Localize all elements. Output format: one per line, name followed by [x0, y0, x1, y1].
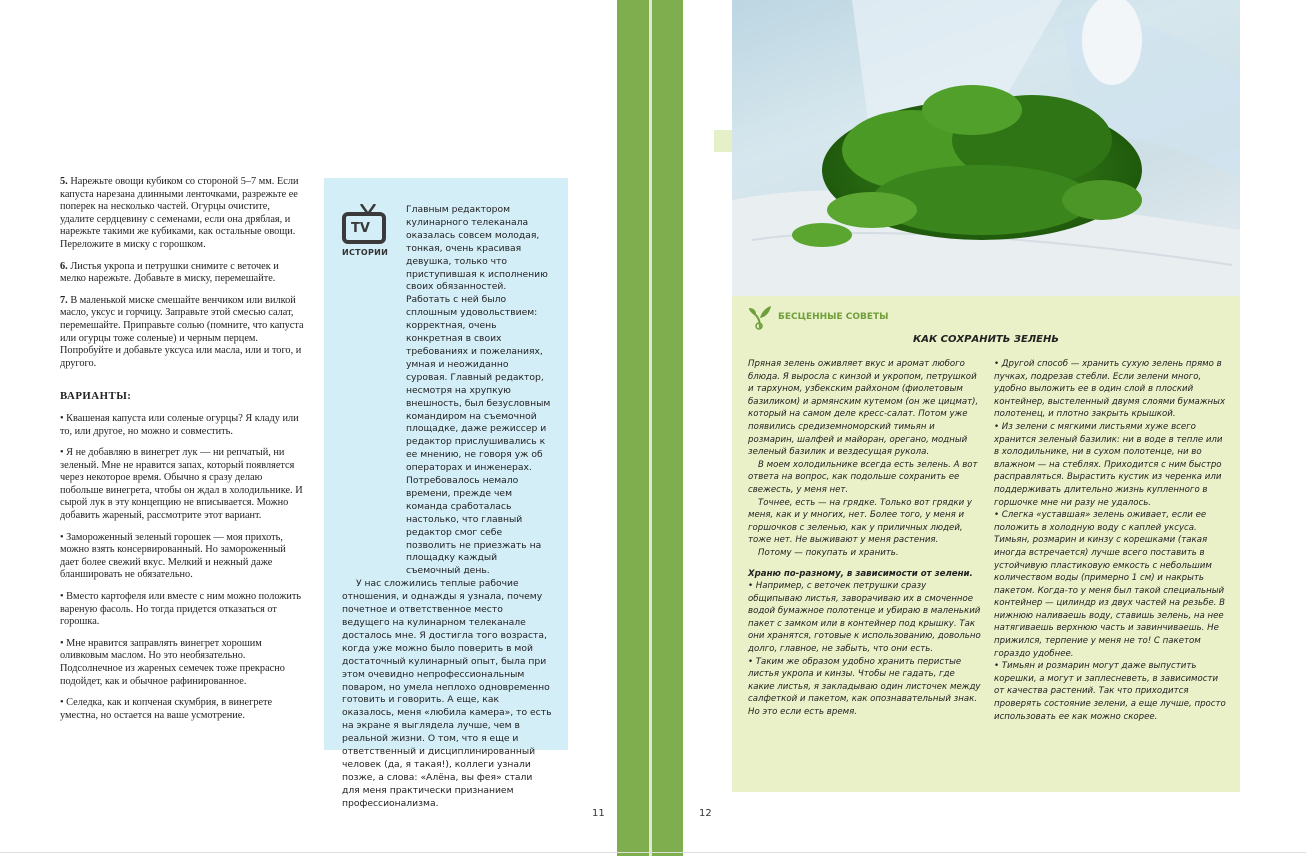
tips-bullet: • Тимьян и розмарин могут даже выпустить корешки, а могут и заплесневеть, в зависимости от качества растений. Так что приходится проверять состояние зелени, а еще лучше, просто использовать ее как можно скорее.	[994, 661, 1226, 722]
tips-box	[732, 296, 1240, 792]
page-bottom-edge	[0, 852, 1306, 853]
tips-title: КАК СОХРАНИТЬ ЗЕЛЕНЬ	[913, 334, 1059, 345]
spine-stripe-left	[617, 0, 649, 856]
tips-bullet: • Слегка «уставшая» зелень оживает, если ее положить в холодную воду с каплей уксуса. Тимьян, розмарин и кинзу с корешками (такая иногда встречается) лучше всего поставить в устойчивую пластиковую емкость с небольшим количеством воды (примерно 1 см) и накрыть пакетом. Когда-то у меня был такой специальный контейнер — цилиндр из двух частей на резьбе. В нижнюю наливаешь воду, ставишь зелень, на нее натягиваешь верхнюю часть и завинчиваешь. Не прижился, терпение у меня не то! С пакетом гораздо удобнее.	[994, 510, 1226, 659]
tv-paragraph: Главным редактором кулинарного телеканала оказалась совсем молодая, тонкая, очень красивая девушка, только что приступившая к исполнению своих обязанностей. Работать с ней было сплошным удовольствием: корректная, очень конкретная в своих требованиях и пожеланиях, умная и неожиданно суровая. Главный редактор, несмотря на хрупкую внешность, был безусловным командиром на съемочной площадке, даже режиссер и редактор прислушивались к ее мнению, не говоря уж об операторах и инженерах. Потребовалось немало времени, прежде чем команда сработалась настолько, что главный редактор смог себе позволить не приезжать на площадку каждый съемочный день.	[406, 204, 551, 577]
variant-item: • Мне нравится заправлять винегрет хорошим оливковым маслом. Но это необязательно. Подсолнечное из жареных семечек тоже прекрасно подойдет, как и обычное рафинированное.	[60, 637, 285, 687]
tips-bullet: • Другой способ — хранить сухую зелень прямо в пучках, подрезав стебли. Если зелени много, удобно выложить ее в один слой в плоский контейнер, выстеленный двумя слоями бумажных полотенец, и плотно закрыть крышкой.	[994, 359, 1226, 420]
tips-bullet: • Таким же образом удобно хранить перистые листья укропа и кинзы. Чтобы не гадать, где какие листья, я закладываю один листочек между салфеткой и пакетом, как опознавательный знак. Но это если есть время.	[748, 656, 981, 718]
step-5: 5. Нарежьте овощи кубиком со стороной 5–7 мм. Если капуста нарезана длинными ленточками, разрежьте ее поперек на несколько частей. Огурцы очистите, удалите сердцевину с семенами, если она дряблая, и нарежьте такими же кубиками, как остальные овощи. Переложите в миску с горошком.	[60, 176, 299, 250]
spine-stripe-right	[652, 0, 683, 856]
sprout-icon	[748, 304, 772, 330]
decorative-tab	[714, 130, 732, 152]
variant-item: • Вместо картофеля или вместе с ним можно положить вареную фасоль. Но тогда придется отказаться от горошка.	[60, 591, 302, 628]
step-7: 7. В маленькой миске смешайте венчиком или вилкой масло, уксус и горчицу. Заправьте этой смесью салат, перемешайте. Приправьте солью (помните, что капуста или огурцы тоже соленые) и черным перцем. Попробуйте и добавьте уксуса или масла, или и того, и другого.	[60, 294, 304, 369]
tips-paragraph: В моем холодильнике всегда есть зелень. А вот ответа на вопрос, как подольше сохранить ее свежесть, у меня нет.	[748, 459, 978, 495]
tips-paragraph: Пряная зелень оживляет вкус и аромат любого блюда. Я выросла с кинзой и укропом, петрушкой и тархуном, узбекским райхоном (фиолетовым базиликом) и армянским кутемом (он же цицмат), который на самом деле кресс-салат. Потом уже появились средиземноморский тимьян и розмарин, шалфей и майоран, орегано, модный зеленый базилик и вездесущая рукола.	[748, 359, 979, 458]
variant-item: • Квашеная капуста или соленые огурцы? Я кладу или то, или другое, но можно и совместить.	[60, 412, 299, 437]
page-number-left: 11	[592, 808, 605, 819]
tv-paragraph: У нас сложились теплые рабочие отношения, и однажды я узнала, почему почетное и ответственное место ведущего на кулинарном телеканале досталось мне. Я достигла того возраста, когда уже можно было поверить в мой достаточный кулинарный опыт, была при этом очевидно непрофессиональным поваром, но умела неплохо одновременно готовить и говорить. А еще, как оказалось, меня «любила камера», то есть на экране я выглядела лучше, чем в реальной жизни. О том, что я еще и ответственный и дисциплинированный человек (да, я такая!), коллеги узнали позже, а слова: «Алёна, вы фея» стали для меня практически признанием профессионализма.	[342, 578, 552, 809]
tips-header	[748, 304, 889, 330]
recipe-steps-column	[60, 176, 304, 731]
tv-stories-box	[324, 178, 568, 809]
tips-paragraph: Потому — покупать и хранить.	[758, 547, 899, 558]
tips-header-label: БЕСЦЕННЫЕ СОВЕТЫ	[778, 312, 889, 322]
tips-bullet: • Например, с веточек петрушки сразу общипываю листья, заворачиваю их в смоченное водой бумажное полотенце и убираю в маленький пакет с замком или в контейнер под крышку. Так они хранятся, готовые к использованию, довольно долго, главное, не забыть, что они есть.	[748, 581, 981, 655]
variants-heading: ВАРИАНТЫ:	[60, 390, 132, 403]
tips-paragraph: Точнее, есть — на грядке. Только вот грядки у меня, как и у многих, нет. Более того, у меня и горшочков с зеленью, как у приличных людей, тоже нет. Не выживают у меня растения.	[748, 497, 973, 546]
tips-column-1	[748, 358, 982, 719]
variant-item: • Селедка, как и копченая скумбрия, в винегрете уместна, но остается на ваше усмотрение.	[60, 697, 273, 721]
tips-bullet: • Из зелени с мягкими листьями хуже всего хранится зеленый базилик: ни в воде в тепле или в холодильнике, ни в сухом полотенце, ни во влажном — на стеблях. Приходится с ним быстро расправляться. Вырастить кустик из черенка или поддерживать длительно жизнь купленного в горшочке мне ни разу не удалось.	[994, 421, 1223, 508]
tv-icon-label: TV	[351, 221, 370, 236]
tv-story-text	[342, 204, 552, 811]
step-6: 6. Листья укропа и петрушки снимите с веточек и мелко нарежьте. Добавьте в миску, перемешайте.	[60, 260, 279, 285]
variant-item: • Замороженный зеленый горошек — моя прихоть, можно взять консервированный. Но замороженный дает более свежий вкус. Мелкий и нежный даже бланшировать не обязательно.	[60, 531, 286, 581]
tv-caption: ИСТОРИИ	[342, 248, 389, 257]
page-number-right: 12	[699, 808, 712, 819]
variant-item: • Я не добавляю в винегрет лук — ни репчатый, ни зеленый. Мне не нравится запах, который появляется через некоторое время. Обычно я сразу делаю побольше винегрета, чтобы он ждал в холодильнике. И сырой лук в эту концепцию не вписывается. Можно добавить жареный, рассмотрите этот вариант.	[60, 447, 303, 522]
tips-column-2	[994, 358, 1226, 723]
parsley-image-icon	[732, 0, 1240, 296]
parsley-photo	[732, 0, 1240, 296]
tips-subheading: Храню по-разному, в зависимости от зелени.	[748, 568, 973, 579]
